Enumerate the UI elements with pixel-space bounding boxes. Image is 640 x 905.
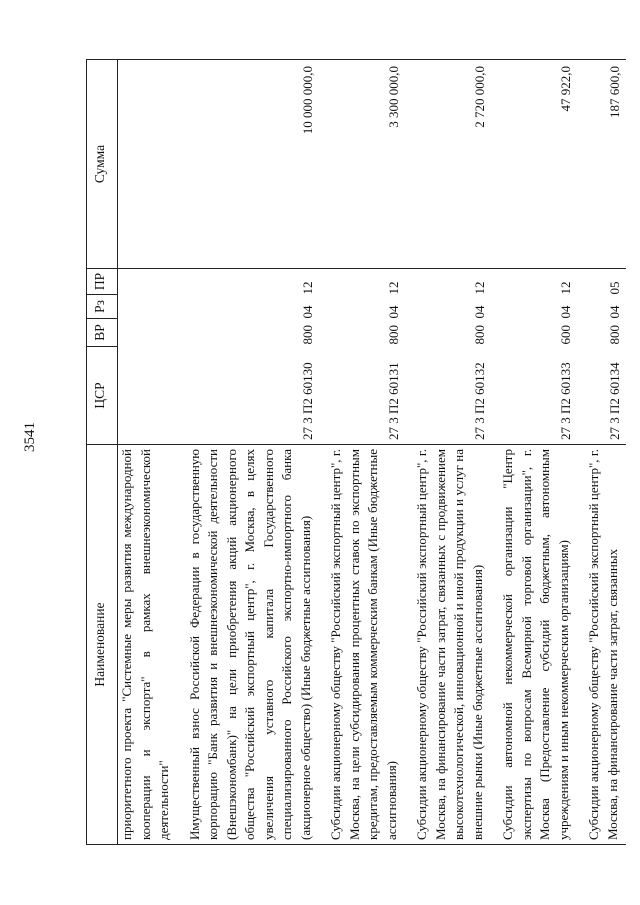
row-csr: 27 3 П2 60131 xyxy=(327,347,405,445)
row-pr xyxy=(118,269,178,295)
row-vr: 800 xyxy=(299,325,315,345)
row-pr: 12 xyxy=(186,269,320,295)
table-header-row xyxy=(87,60,118,845)
row-sum: 2 720 000,0 xyxy=(413,60,491,269)
table-row xyxy=(118,60,178,845)
table-row xyxy=(186,60,320,845)
row-csr: 27 3 П2 60134 xyxy=(585,347,626,445)
row-name: Субсидии автономной некоммерческой организации "Центр экспертизы по вопросам Всемирной торговой организации", г. Москва (Предоставление субсидий бюджетным, автономным учреждениям и иным некоммерческим организациям) xyxy=(499,445,577,845)
row-rz xyxy=(118,295,178,319)
table-row xyxy=(413,60,491,845)
row-rz: 04 xyxy=(299,305,315,319)
rotated-table-wrapper xyxy=(86,60,622,845)
row-name: Имущественный взнос Российской Федерации в государственную корпорацию "Банк развития и внешнеэкономической деятельности (Внешэкономбанк)" на цели приобретения акций акционерного общества "Российский экспортный центр", г. Москва, в целях увеличения уставного капитала Государственного специализированного Российского экспортно-импортного банка (акционерное общество) (Иные бюджетные ассигнования) xyxy=(186,445,320,845)
row-vr: 600 xyxy=(557,325,573,345)
row-name: Субсидии акционерному обществу "Российский экспортный центр", г. Москва, на финансирование части затрат, связанных xyxy=(585,445,626,845)
row-csr: 27 3 П2 60130 xyxy=(186,347,320,445)
row-csr xyxy=(118,347,178,445)
table-row xyxy=(499,60,577,845)
row-spacer xyxy=(178,60,186,845)
row-rz: 04 xyxy=(557,305,573,319)
header-rz: Рз xyxy=(87,295,118,319)
header-pr: ПР xyxy=(87,269,118,295)
row-sum: 3 300 000,0 xyxy=(327,60,405,269)
row-spacer xyxy=(491,60,499,845)
header-vr: ВР xyxy=(87,319,118,347)
row-csr: 27 3 П2 60133 xyxy=(499,347,577,445)
row-rz: 04 xyxy=(385,305,401,319)
row-vr: 800 xyxy=(385,325,401,345)
header-csr: ЦСР xyxy=(87,347,118,445)
row-name: Субсидии акционерному обществу "Российский экспортный центр", г. Москва, на цели субсидирования процентных ставок по экспортным кредитам, предоставляемым коммерческим банкам (Иные бюджетные ассигнования) xyxy=(327,445,405,845)
row-csr: 27 3 П2 60132 xyxy=(413,347,491,445)
budget-table xyxy=(86,59,626,845)
header-sum: Сумма xyxy=(87,60,118,269)
row-vr: 800 xyxy=(606,325,622,345)
row-sum: 10 000 000,0 xyxy=(186,60,320,269)
row-spacer xyxy=(405,60,413,845)
page-number: 3541 xyxy=(22,422,38,452)
header-name: Наименование xyxy=(87,445,118,845)
row-pr: 12 xyxy=(327,269,405,295)
row-name: Субсидии акционерному обществу "Российский экспортный центр", г. Москва, на финансирование части затрат, связанных с продвижением высокотехнологической, инновационной и иной продукции и услуг на внешние рынки (Иные бюджетные ассигнования) xyxy=(413,445,491,845)
table-row xyxy=(327,60,405,845)
row-sum: 187 600,0 xyxy=(585,60,626,269)
row-sum: 47 922,0 xyxy=(499,60,577,269)
row-rz: 04 xyxy=(606,305,622,319)
row-vr xyxy=(118,319,178,347)
row-pr: 12 xyxy=(499,269,577,295)
row-pr: 12 xyxy=(413,269,491,295)
row-rz: 04 xyxy=(471,305,487,319)
row-sum xyxy=(118,60,178,269)
row-vr: 800 xyxy=(471,325,487,345)
row-spacer xyxy=(577,60,585,845)
table-row xyxy=(585,60,626,845)
row-name: приоритетного проекта "Системные меры развития международной кооперации и экспорта" в рамках внешнеэкономической деятельности" xyxy=(118,445,178,845)
row-spacer xyxy=(319,60,327,845)
row-pr: 05 xyxy=(585,269,626,295)
